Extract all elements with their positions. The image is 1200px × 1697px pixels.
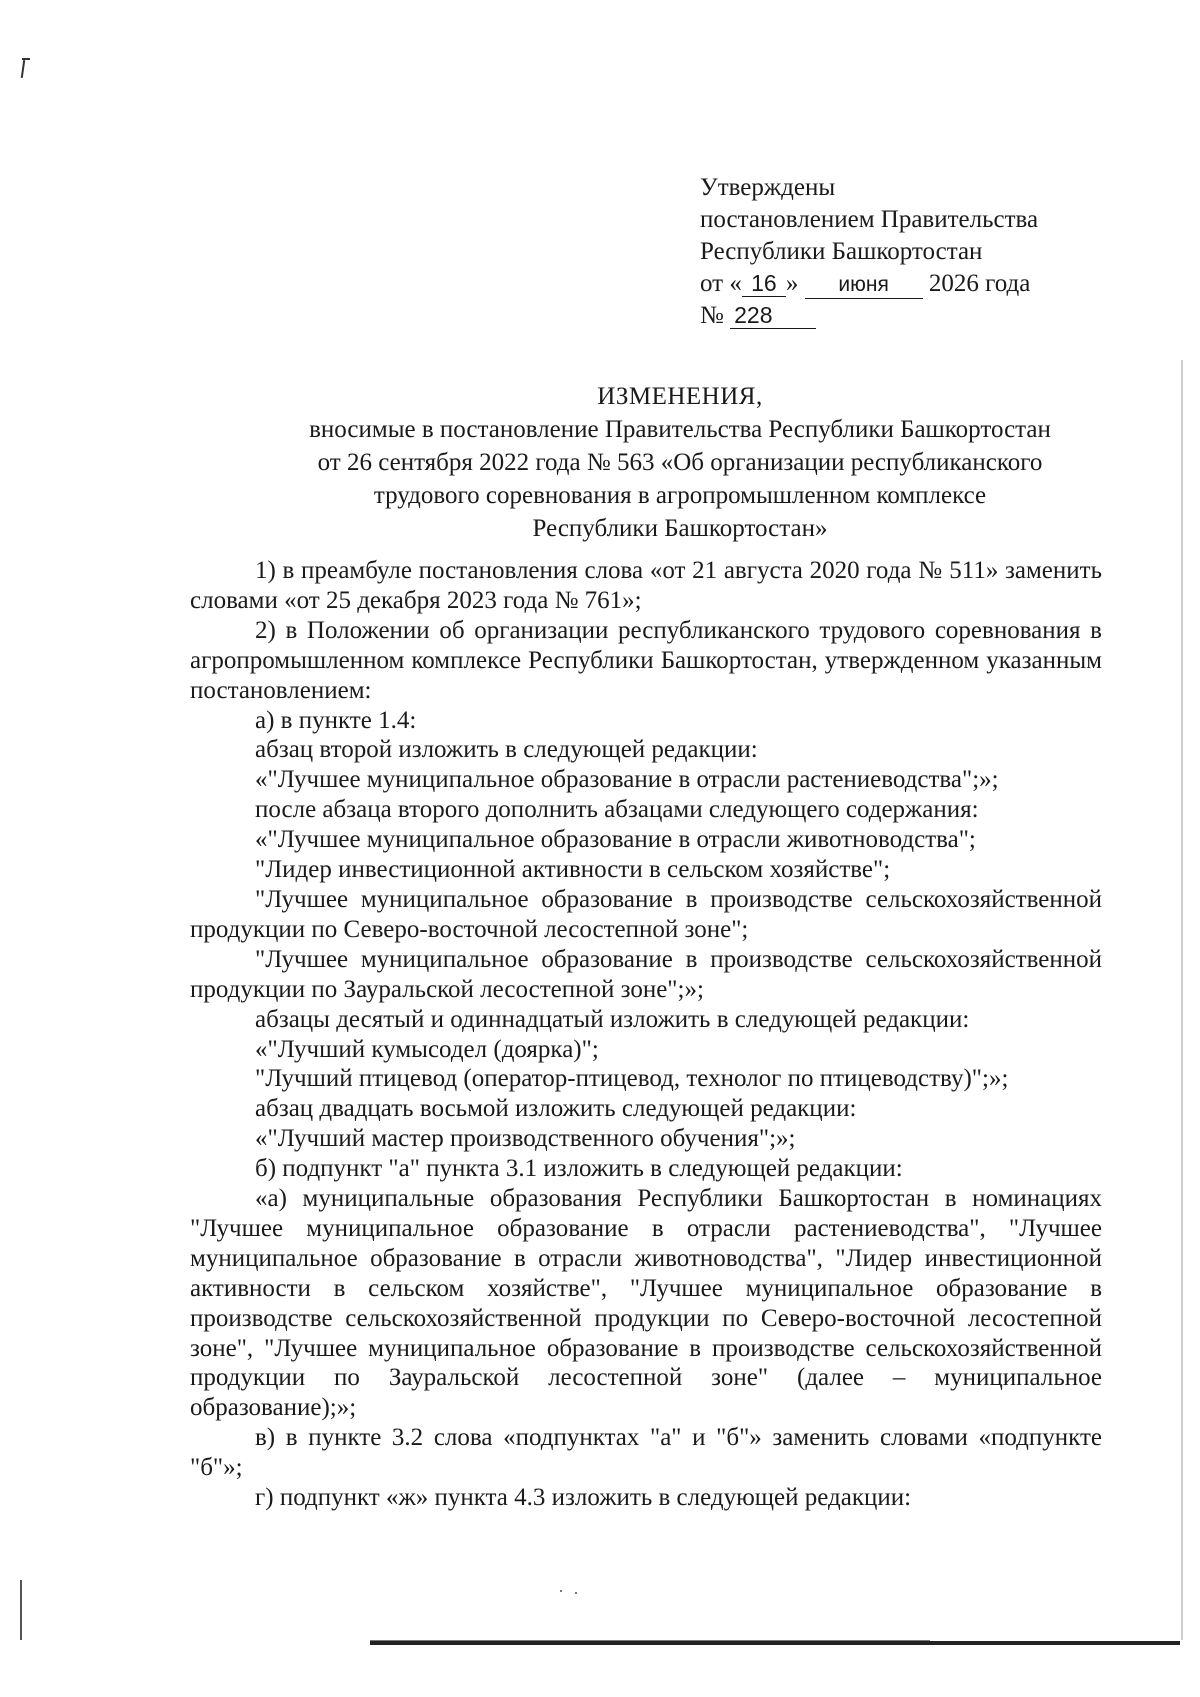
paragraph: б) подпункт "а" пункта 3.1 изложить в следующей редакции:: [255, 1155, 903, 1183]
paragraph: г) подпункт «ж» пункта 4.3 изложить в следующей редакции:: [255, 1484, 912, 1512]
document-title: [230, 380, 1130, 545]
date-day: 16: [742, 270, 786, 297]
paragraph: «"Лучший мастер производственного обучения";»;: [255, 1125, 796, 1153]
approval-line: постановлением Правительства: [700, 206, 1039, 233]
paragraph: «"Лучшее муниципальное образование в отрасли растениеводства";»;: [255, 766, 999, 794]
date-suffix: 2026 года: [928, 270, 1031, 297]
approval-number: [700, 300, 1120, 332]
title-line: трудового соревнования в агропромышленном комплексе: [373, 482, 987, 509]
paragraph: "Лучшее муниципальное образование в производстве сельскохозяйственной продукции по Северо-восточной лесостепной зоне";: [190, 885, 1102, 943]
document-body: [190, 556, 1102, 1513]
paragraph: после абзаца второго дополнить абзацами следующего содержания:: [255, 796, 979, 824]
paragraph: абзац второй изложить в следующей редакции:: [255, 736, 758, 764]
paragraph: абзац двадцать восьмой изложить следующей редакции:: [255, 1095, 857, 1123]
paragraph: 2) в Положении об организации республиканского трудового соревнования в агропромышленном комплексе Республики Башкортостан, утвержденном указанным постановлением:: [190, 616, 1102, 704]
date-month: июня: [805, 272, 923, 299]
scan-dot: [560, 1590, 562, 1592]
scan-mark: [21, 60, 25, 78]
title-line: вносимые в постановление Правительства Республики Башкортостан: [309, 416, 1051, 443]
paragraph: «"Лучший кумысодел (доярка)";: [255, 1035, 599, 1063]
date-mid: »: [785, 270, 799, 297]
paragraph: «а) муниципальные образования Республики Башкортостан в номинациях "Лучшее муниципальное образование в отрасли растениеводства", "Лучшее муниципальное образование в отрасли животноводства", "Лидер инвестиционной активности в сельском хозяйстве", "Лучшее муниципальное образование в производстве сельскохозяйственной продукции по Северо-восточной лесостепной зоне", "Лучшее муниципальное образование в производстве сельскохозяйственной продукции по Зауральской лесостепной зоне" (далее – муниципальное образование);»;: [190, 1185, 1102, 1422]
paragraph: "Лучшее муниципальное образование в производстве сельскохозяйственной продукции по Зауральской лесостепной зоне";»;: [190, 945, 1102, 1003]
paragraph: "Лучший птицевод (оператор-птицевод, технолог по птицеводству)";»;: [255, 1065, 1009, 1093]
paragraph: «"Лучшее муниципальное образование в отрасли животноводства";: [255, 826, 976, 854]
title-line: Республики Башкортостан»: [532, 515, 828, 542]
approval-line: Утверждены: [700, 174, 836, 201]
scan-dot: [575, 1592, 577, 1594]
paragraph: в) в пункте 3.2 слова «подпунктах "а" и "б"» заменить словами «подпункте "б"»;: [190, 1424, 1102, 1482]
number-value: 228: [730, 302, 816, 329]
number-prefix: №: [700, 302, 724, 329]
date-prefix: от «: [700, 270, 742, 297]
title-line: от 26 сентября 2022 года № 563 «Об организации республиканского: [317, 449, 1043, 476]
paragraph: абзацы десятый и одиннадцатый изложить в следующей редакции:: [255, 1005, 970, 1033]
paragraph: "Лидер инвестиционной активности в сельском хозяйстве";: [255, 856, 891, 884]
paragraph: а) в пункте 1.4:: [255, 706, 417, 734]
approval-line: Республики Башкортостан: [700, 238, 983, 265]
title-heading: ИЗМЕНЕНИЯ,: [597, 383, 763, 410]
approval-block: [700, 172, 1120, 332]
scan-bottom-line: [370, 1641, 1180, 1645]
paragraph: 1) в преамбуле постановления слова «от 21 августа 2020 года № 511» заменить словами «от 25 декабря 2023 года № 761»;: [190, 557, 1102, 614]
scan-edge: [1181, 360, 1183, 1640]
scan-edge: [20, 1580, 22, 1640]
approval-date: [700, 268, 1120, 300]
